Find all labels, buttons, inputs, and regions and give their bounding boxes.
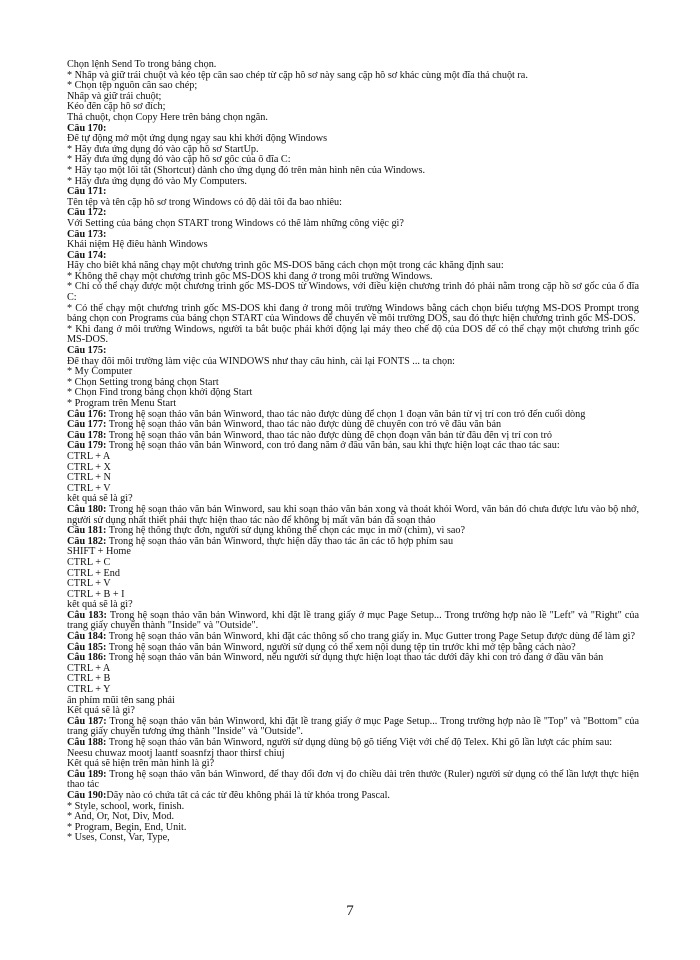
line-text: * Chọn Setting trong bảng chọn Start (67, 377, 219, 388)
question-number: Câu 175: (67, 346, 107, 357)
line-text: kết quả sẽ là gì? (67, 600, 133, 611)
question-line (67, 537, 639, 548)
line-text: * Uses, Const, Var, Type, (67, 833, 170, 844)
question-number: Câu 185: (67, 641, 107, 653)
question-line (67, 410, 639, 421)
question-number: Câu 181: (67, 526, 107, 537)
text-line (67, 579, 639, 590)
question-line (67, 431, 639, 442)
question-line (67, 208, 639, 219)
text-line (67, 388, 639, 399)
line-text: * Hãy đưa ứng dụng đó vào cặp hồ sơ gốc của ổ đĩa C: (67, 155, 291, 166)
text-line (67, 378, 639, 389)
line-text: Nhấp và giữ trái chuột; (67, 91, 162, 102)
line-text: CTRL + Y (67, 685, 111, 696)
question-number: Câu 172: (67, 208, 107, 219)
text-line (67, 102, 639, 113)
text-line (67, 802, 639, 813)
line-text: Thả chuột, chọn Copy Here trên bảng chọn ngắn. (67, 112, 268, 123)
line-text: SHIFT + Home (67, 547, 131, 558)
line-text: * Hãy đưa ứng dụng đó vào cặp hồ sơ StartUp. (67, 144, 259, 155)
line-text: ấn phím mũi tên sang phải (67, 695, 175, 706)
line-text: Kết quả sẽ là gì? (67, 706, 135, 717)
question-number: Câu 176: (67, 408, 107, 420)
line-text: Trong hệ soạn thảo văn bản Winword, thao tác nào được dùng để chọn 1 đoạn văn bản từ vị trí con trỏ đến cuối dòng (106, 408, 586, 420)
question-number: Câu 184: (67, 631, 107, 643)
question-line (67, 505, 639, 526)
line-text: Với Setting của bảng chọn START trong Windows có thể làm những công việc gì? (67, 218, 404, 229)
text-line (67, 71, 639, 82)
question-line (67, 251, 639, 262)
text-line (67, 145, 639, 156)
question-number: Câu 179: (67, 441, 107, 452)
text-line (67, 81, 639, 92)
line-text: * Style, school, work, finish. (67, 801, 185, 812)
line-text: Dãy nào có chứa tất cả các từ đều không phải là từ khóa trong Pascal. (106, 790, 390, 801)
question-line (67, 738, 639, 749)
line-text: CTRL + N (67, 473, 111, 484)
question-number: Câu 189: (67, 768, 107, 780)
line-text: * Chọn tệp nguồn cần sao chép; (67, 81, 198, 92)
question-line (67, 770, 639, 791)
line-text: Trong hệ soạn thảo văn bản Winword, người sử dụng dùng bộ gõ tiếng Việt với chế độ Telex. Khi gõ lần lượt các phím sau: (106, 737, 613, 748)
text-line (67, 219, 639, 230)
text-line (67, 240, 639, 251)
text-line (67, 685, 639, 696)
line-text: Trong hệ soạn thảo văn bản Winword, khi đặt các thông số cho trang giấy in. Mục Gutter trong Page Setup được dùng để làm gì? (106, 631, 635, 643)
text-line (67, 823, 639, 834)
question-number: Câu 187: (67, 715, 107, 727)
line-text: Trong hệ soạn thảo văn bản Winword, khi đặt lề trang giấy ở mục Page Setup... Trong trường hợp nào lề "Top" và "Bottom" của trang giấy chuyển tương ứng thành "Inside" và "Outside". (67, 715, 639, 738)
text-line (67, 463, 639, 474)
text-line (67, 696, 639, 707)
question-line (67, 124, 639, 135)
text-line (67, 261, 639, 272)
line-text: Trong hệ soạn thảo văn bản Winword, con trỏ đang nằm ở đầu văn bản, sau khi thực hiện loạt các thao tác sau: (106, 441, 560, 452)
question-number: Câu 190: (67, 790, 107, 801)
page-number: 7 (346, 903, 354, 919)
question-line (67, 611, 639, 632)
question-number: Câu 182: (67, 536, 107, 547)
text-line (67, 60, 639, 71)
question-line (67, 230, 639, 241)
line-text: CTRL + B + I (67, 589, 125, 600)
line-text: * Khi đang ở môi trường Windows, người ta bắt buộc phải khởi động lại máy theo chế độ của DOS để có thể chạy một chương trình gốc MS-DOS. (67, 323, 639, 346)
line-text: CTRL + X (67, 462, 111, 473)
question-line (67, 346, 639, 357)
line-text: CTRL + V (67, 483, 111, 494)
question-line (67, 526, 639, 537)
line-text: * Không thể chạy một chương trình gốc MS-DOS khi đang ở trong môi trường Windows. (67, 271, 433, 282)
line-text: Trong hệ soạn thảo văn bản Winword, thao tác nào được dùng để chọn đoạn văn bản từ đầu đến vị trí con trỏ (106, 430, 552, 441)
question-line (67, 187, 639, 198)
line-text: CTRL + A (67, 663, 111, 674)
line-text: Trong hệ soạn thảo văn bản Winword, thao tác nào được dùng để chuyển con trỏ về đầu văn bản (106, 420, 502, 431)
question-number: Câu 188: (67, 737, 107, 748)
line-text: Để tự động mở một ứng dụng ngay sau khi khởi động Windows (67, 134, 328, 145)
question-number: Câu 174: (67, 250, 107, 261)
line-text: Trong hệ soạn thảo văn bản Winword, thực hiện dãy thao tác ấn các tổ hợp phím sau (106, 536, 454, 547)
text-line (67, 134, 639, 145)
line-text: CTRL + End (67, 568, 120, 579)
line-text: Trong hệ soạn thảo văn bản Winword, nếu người sử dụng thực hiện loạt thao tác dưới đây khi con trỏ đang ở đầu văn bản (106, 652, 604, 664)
text-line (67, 198, 639, 209)
line-text: Hãy cho biết khả năng chạy một chương trình gốc MS-DOS bằng cách chọn một trong các khẳng định sau: (67, 261, 504, 272)
text-line (67, 558, 639, 569)
text-line (67, 177, 639, 188)
line-text: * My Computer (67, 367, 133, 378)
question-number: Câu 177: (67, 420, 107, 431)
question-number: Câu 183: (67, 609, 107, 621)
line-text: * Có thể chạy một chương trình gốc MS-DOS khi đang ở trong môi trường Windows bằng cách chọn biểu tượng MS-DOS Prompt trong bảng chọn con Programs của bảng chọn START của Windows để chuyển về môi trường DOS, sau đó thực hiện chương trình gốc MS-DOS. (67, 302, 639, 325)
line-text: * Hãy tạo một lối tắt (Shortcut) dành cho ứng dụng đó trên màn hình nền của Windows. (67, 165, 426, 176)
line-text: * And, Or, Not, Div, Mod. (67, 812, 175, 823)
text-line (67, 367, 639, 378)
question-line (67, 441, 639, 452)
text-line (67, 569, 639, 580)
question-line (67, 791, 639, 802)
text-line (67, 749, 639, 760)
line-text: CTRL + A (67, 451, 111, 462)
text-line (67, 833, 639, 844)
line-text: * Program trên Menu Start (67, 399, 177, 409)
line-text: Kết quả sẽ hiện trên màn hình là gì? (67, 759, 215, 770)
question-number: Câu 171: (67, 187, 107, 198)
text-line (67, 113, 639, 124)
text-line (67, 304, 639, 325)
text-line (67, 452, 639, 463)
question-number: Câu 178: (67, 430, 107, 441)
question-number: Câu 173: (67, 229, 107, 240)
question-number: Câu 170: (67, 123, 107, 134)
line-text: CTRL + B (67, 674, 111, 685)
line-text: Chọn lệnh Send To trong bảng chọn. (67, 60, 217, 70)
text-line (67, 812, 639, 823)
text-line (67, 282, 639, 303)
line-text: Trong hệ soạn thảo văn bản Winword, sau khi soạn thảo văn bản xong và thoát khỏi Word, văn bản đó chưa được lưu vào bộ nhớ, người sử dụng nhất thiết phải thực hiện thao tác nào để không bị mất văn bản đã soạn thảo (67, 503, 639, 526)
text-line (67, 674, 639, 685)
text-line (67, 166, 639, 177)
line-text: * Chỉ có thể chạy được một chương trình gốc MS-DOS từ Windows, với điều kiện chương trình đó phải nằm trong cặp hồ sơ gốc của ổ đĩa C: (67, 281, 639, 304)
line-text: Để thay đổi môi trường làm việc của WINDOWS như thay cấu hình, cài lại FONTS ... ta chọn: (67, 356, 456, 367)
line-text: CTRL + C (67, 557, 111, 568)
text-line (67, 664, 639, 675)
text-line (67, 357, 639, 368)
line-text: CTRL + V (67, 579, 111, 590)
question-number: Câu 186: (67, 652, 107, 664)
line-text: * Hãy đưa ứng dụng đó vào My Computers. (67, 176, 247, 187)
line-text: Neesu chuwaz mootj laantf soasnfzj thaor thirsf chiuj (67, 748, 285, 759)
question-line (67, 653, 639, 664)
text-line (67, 547, 639, 558)
line-text: Kéo đến cặp hồ sơ đích; (67, 102, 166, 113)
text-line (67, 92, 639, 103)
line-text: * Nhấp và giữ trái chuột và kéo tệp cần sao chép từ cặp hồ sơ này sang cặp hồ sơ khác cùng một đĩa thả chuột ra. (67, 70, 528, 81)
text-line (67, 590, 639, 601)
text-line (67, 155, 639, 166)
line-text: Trong hệ soạn thảo văn bản Winword, để thay đổi đơn vị đo chiều dài trên thước (Ruler) người sử dụng có thể lần lượt thực hiện thao tác (67, 768, 639, 791)
document-body (67, 60, 639, 844)
line-text: Khái niệm Hệ điều hành Windows (67, 240, 208, 251)
question-number: Câu 180: (67, 503, 107, 515)
line-text: kết quả sẽ là gì? (67, 494, 133, 505)
question-line (67, 420, 639, 431)
question-line (67, 717, 639, 738)
line-text: Trong hệ thống thực đơn, người sử dụng không thể chọn các mục in mờ (chìm), vì sao? (106, 526, 466, 537)
line-text: Tên tệp và tên cặp hồ sơ trong Windows có độ dài tối đa bao nhiêu: (67, 197, 342, 208)
text-line (67, 484, 639, 495)
line-text: * Program, Begin, End, Unit. (67, 822, 187, 833)
text-line (67, 325, 639, 346)
line-text: Trong hệ soạn thảo văn bản Winword, người sử dụng có thể xem nội dung tệp tin trước khi mở tệp bằng cách nào? (106, 641, 576, 653)
text-line (67, 473, 639, 484)
line-text: * Chọn Find trong bảng chọn khởi động Start (67, 388, 253, 399)
line-text: Trong hệ soạn thảo văn bản Winword, khi đặt lề trang giấy ở mục Page Setup... Trong trường hợp nào lề "Left" và "Right" của trang giấy chuyển thành "Inside" và "Outside". (67, 609, 639, 632)
